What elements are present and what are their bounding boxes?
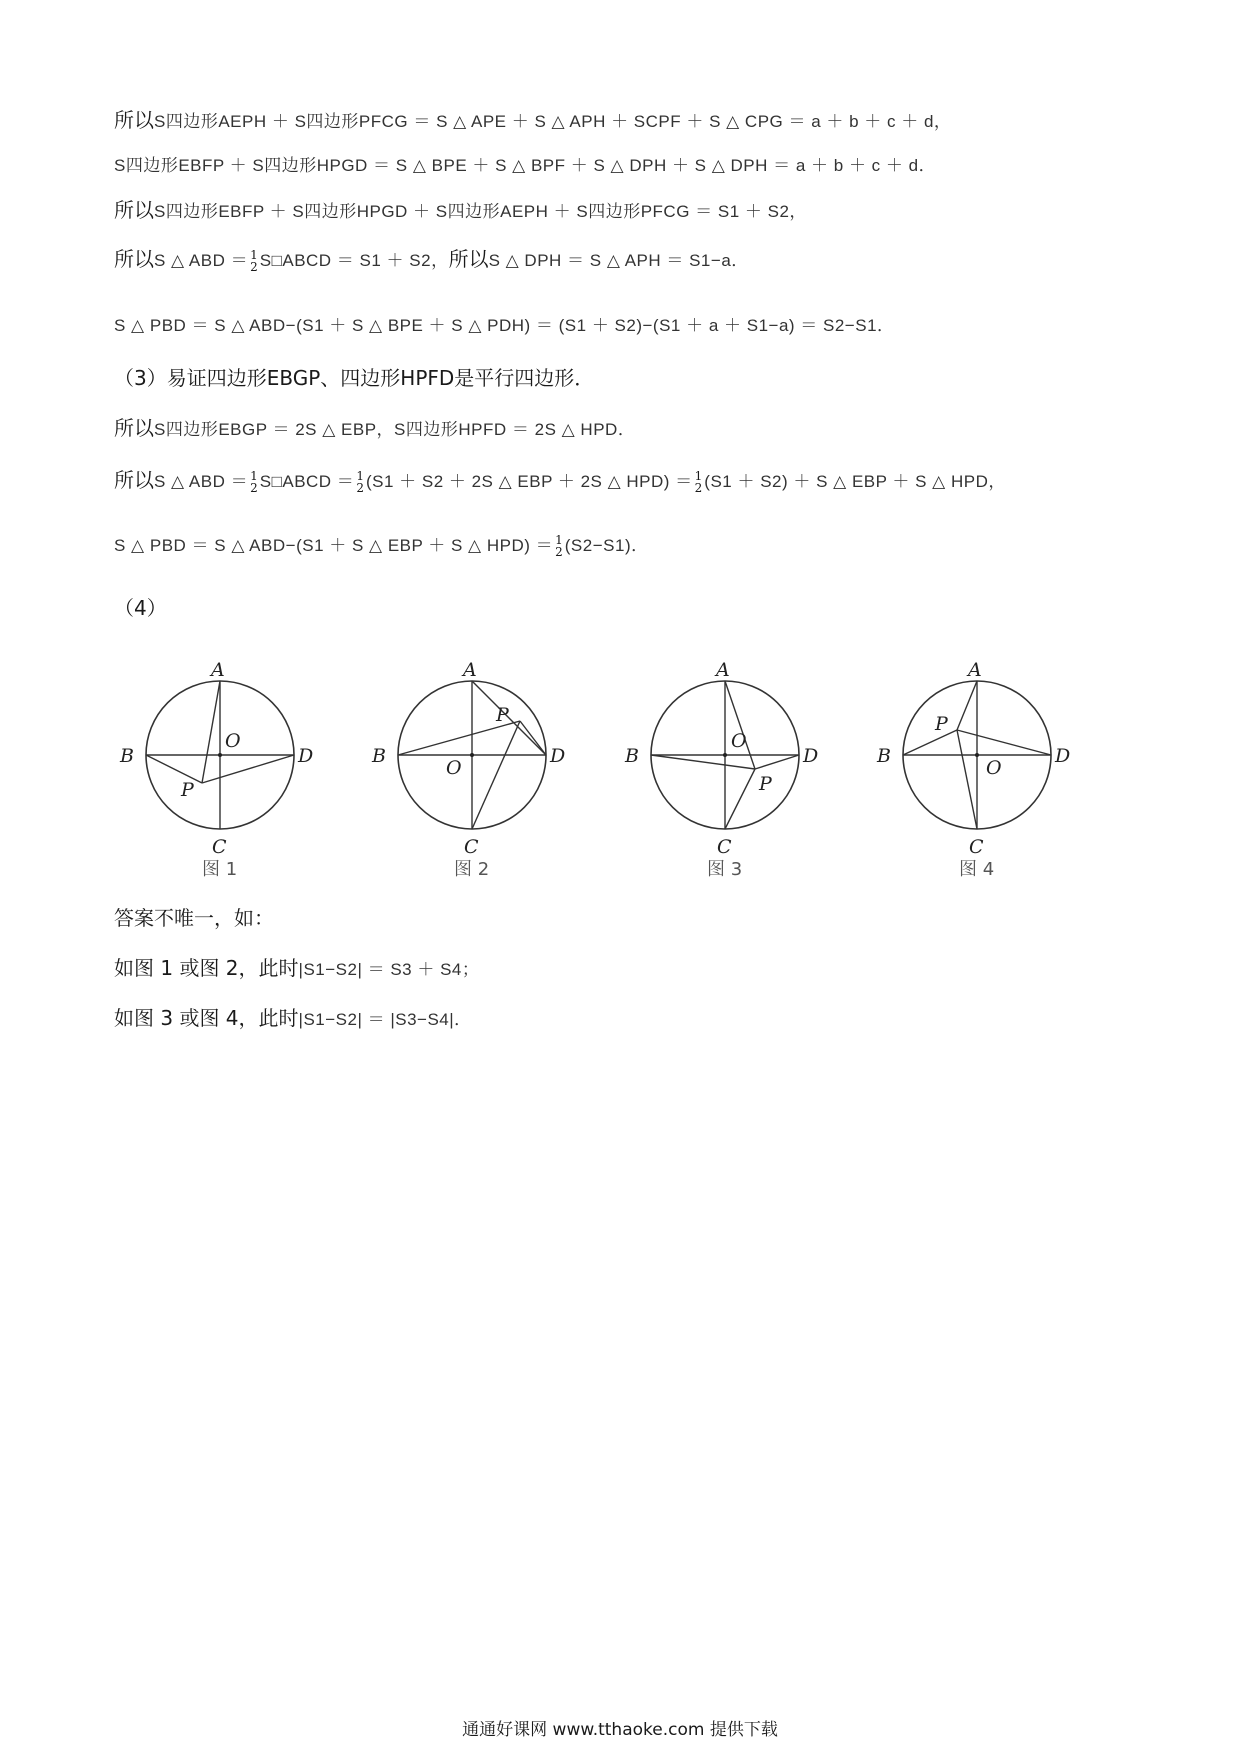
text-lead: 所以 xyxy=(114,416,154,440)
segment-ap xyxy=(957,681,977,730)
figure-3 xyxy=(624,659,818,880)
label-a: A xyxy=(211,659,225,681)
text-lead: 如图 1 或图 2，此时 xyxy=(114,956,299,980)
line-8 xyxy=(114,466,1006,496)
center-dot xyxy=(218,753,222,757)
text-lead: 所以 xyxy=(114,198,154,222)
fraction-numerator: 1 xyxy=(250,468,258,483)
fraction-denominator: 2 xyxy=(250,480,258,495)
label-b: B xyxy=(877,745,891,767)
text-lead: 如图 3 或图 4，此时 xyxy=(114,1006,299,1030)
text-lead: 所以 xyxy=(114,247,154,271)
segment-ap xyxy=(202,681,220,783)
equation-part: S□ABCD ＝ S1 ＋ S2， xyxy=(259,251,449,270)
equation-part: S□ABCD ＝ xyxy=(259,472,355,491)
segment-pd xyxy=(520,721,546,755)
label-c: C xyxy=(464,836,479,858)
equation: S四边形AEPH ＋ S四边形PFCG ＝ S △ APE ＋ S △ APH ＋ SCPF ＋ S △ CPG ＝ a ＋ b ＋ c ＋ d， xyxy=(154,112,952,131)
label-p: P xyxy=(181,779,194,801)
segment-bp xyxy=(651,755,755,769)
equation: |S1−S2| ＝ S3 ＋ S4； xyxy=(298,960,480,979)
figure-row xyxy=(114,650,1104,880)
fraction xyxy=(250,249,258,273)
label-p: P xyxy=(496,704,509,726)
label-c: C xyxy=(969,836,984,858)
segment-pc xyxy=(725,769,755,829)
equation-part: (S2−S1)． xyxy=(564,536,649,555)
fraction-numerator: 1 xyxy=(356,468,364,483)
segment-bp xyxy=(903,730,957,755)
label-b: B xyxy=(625,745,639,767)
figure-caption: 图 3 xyxy=(707,859,743,880)
figure-caption: 图 1 xyxy=(202,859,238,880)
paragraph-text: （3）易证四边形EBGP、四边形HPFD是平行四边形． xyxy=(114,366,595,390)
line-3 xyxy=(114,196,807,226)
equation: |S1−S2| ＝ |S3−S4|． xyxy=(298,1010,472,1029)
label-o: O xyxy=(446,757,462,779)
fraction-numerator: 1 xyxy=(250,247,258,262)
line-9 xyxy=(114,530,649,560)
paragraph-text: 答案不唯一，如： xyxy=(114,906,274,930)
line-12 xyxy=(114,954,479,984)
label-d: D xyxy=(550,745,566,767)
line-2 xyxy=(114,150,936,180)
segment-pc xyxy=(957,730,977,829)
label-d: D xyxy=(298,745,314,767)
line-7 xyxy=(114,414,635,444)
circle-diagrams xyxy=(114,650,1104,880)
equation-part: (S1 ＋ S2 ＋ 2S △ EBP ＋ 2S △ HPD) ＝ xyxy=(365,472,693,491)
line-11 xyxy=(114,904,274,932)
segment-pd xyxy=(957,730,1051,755)
equation: S △ PBD ＝ S △ ABD−(S1 ＋ S △ BPE ＋ S △ PDH) ＝ (S1 ＋ S2)−(S1 ＋ a ＋ S1−a) ＝ S2−S1． xyxy=(114,316,895,335)
line-10 xyxy=(114,594,167,622)
segment-pd xyxy=(202,755,294,783)
figure-caption: 图 4 xyxy=(959,859,995,880)
equation-part: S △ ABD ＝ xyxy=(154,251,249,270)
label-o: O xyxy=(225,730,241,752)
text-lead: 所以 xyxy=(448,247,489,271)
label-c: C xyxy=(212,836,227,858)
line-4 xyxy=(114,245,749,275)
segment-ap xyxy=(725,681,755,769)
label-p: P xyxy=(935,713,948,735)
label-o: O xyxy=(986,757,1002,779)
equation: S四边形EBFP ＋ S四边形HPGD ＋ S四边形AEPH ＋ S四边形PFCG ＝ S1 ＋ S2， xyxy=(154,202,807,221)
label-p: P xyxy=(759,773,772,795)
page-footer: 通通好课网 www.tthaoke.com 提供下载 xyxy=(462,1720,778,1740)
text-lead: 所以 xyxy=(114,468,154,492)
fraction-denominator: 2 xyxy=(555,544,563,559)
fraction-denominator: 2 xyxy=(356,480,364,495)
equation-part: (S1 ＋ S2) ＋ S △ EBP ＋ S △ HPD， xyxy=(704,472,1006,491)
equation-part: S △ PBD ＝ S △ ABD−(S1 ＋ S △ EBP ＋ S △ HPD) ＝ xyxy=(114,536,554,555)
figure-4 xyxy=(876,659,1070,880)
fraction-denominator: 2 xyxy=(694,480,703,495)
label-a: A xyxy=(968,659,982,681)
fraction xyxy=(695,470,703,494)
fraction-numerator: 1 xyxy=(555,532,563,547)
center-dot xyxy=(975,753,979,757)
segment-pd xyxy=(755,755,799,769)
equation-part: S △ ABD ＝ xyxy=(154,472,249,491)
line-13 xyxy=(114,1004,472,1034)
line-5 xyxy=(114,310,895,340)
label-b: B xyxy=(372,745,386,767)
paragraph-text: （4） xyxy=(114,596,167,620)
figure-2 xyxy=(371,659,565,880)
segment-bp xyxy=(398,721,520,755)
fraction xyxy=(250,470,258,494)
equation-part: S △ DPH ＝ S △ APH ＝ S1−a． xyxy=(488,251,749,270)
fraction-numerator: 1 xyxy=(694,468,703,483)
label-c: C xyxy=(717,836,732,858)
line-6 xyxy=(114,364,594,392)
label-d: D xyxy=(803,745,819,767)
equation: S四边形EBGP ＝ 2S △ EBP，S四边形HPFD ＝ 2S △ HPD． xyxy=(154,420,636,439)
line-1 xyxy=(114,106,951,136)
figure-1 xyxy=(119,659,313,880)
label-o: O xyxy=(731,730,747,752)
fraction-denominator: 2 xyxy=(250,259,258,274)
label-a: A xyxy=(716,659,730,681)
center-dot xyxy=(723,753,727,757)
label-a: A xyxy=(463,659,477,681)
label-d: D xyxy=(1055,745,1071,767)
fraction xyxy=(356,470,364,494)
segment-pc xyxy=(472,721,520,829)
fraction xyxy=(555,534,563,558)
segment-ad xyxy=(472,681,546,755)
text-lead: 所以 xyxy=(114,108,154,132)
center-dot xyxy=(470,753,474,757)
figure-caption: 图 2 xyxy=(454,859,490,880)
label-b: B xyxy=(120,745,134,767)
equation: S四边形EBFP ＋ S四边形HPGD ＝ S △ BPE ＋ S △ BPF ＋ S △ DPH ＋ S △ DPH ＝ a ＋ b ＋ c ＋ d． xyxy=(114,156,937,175)
